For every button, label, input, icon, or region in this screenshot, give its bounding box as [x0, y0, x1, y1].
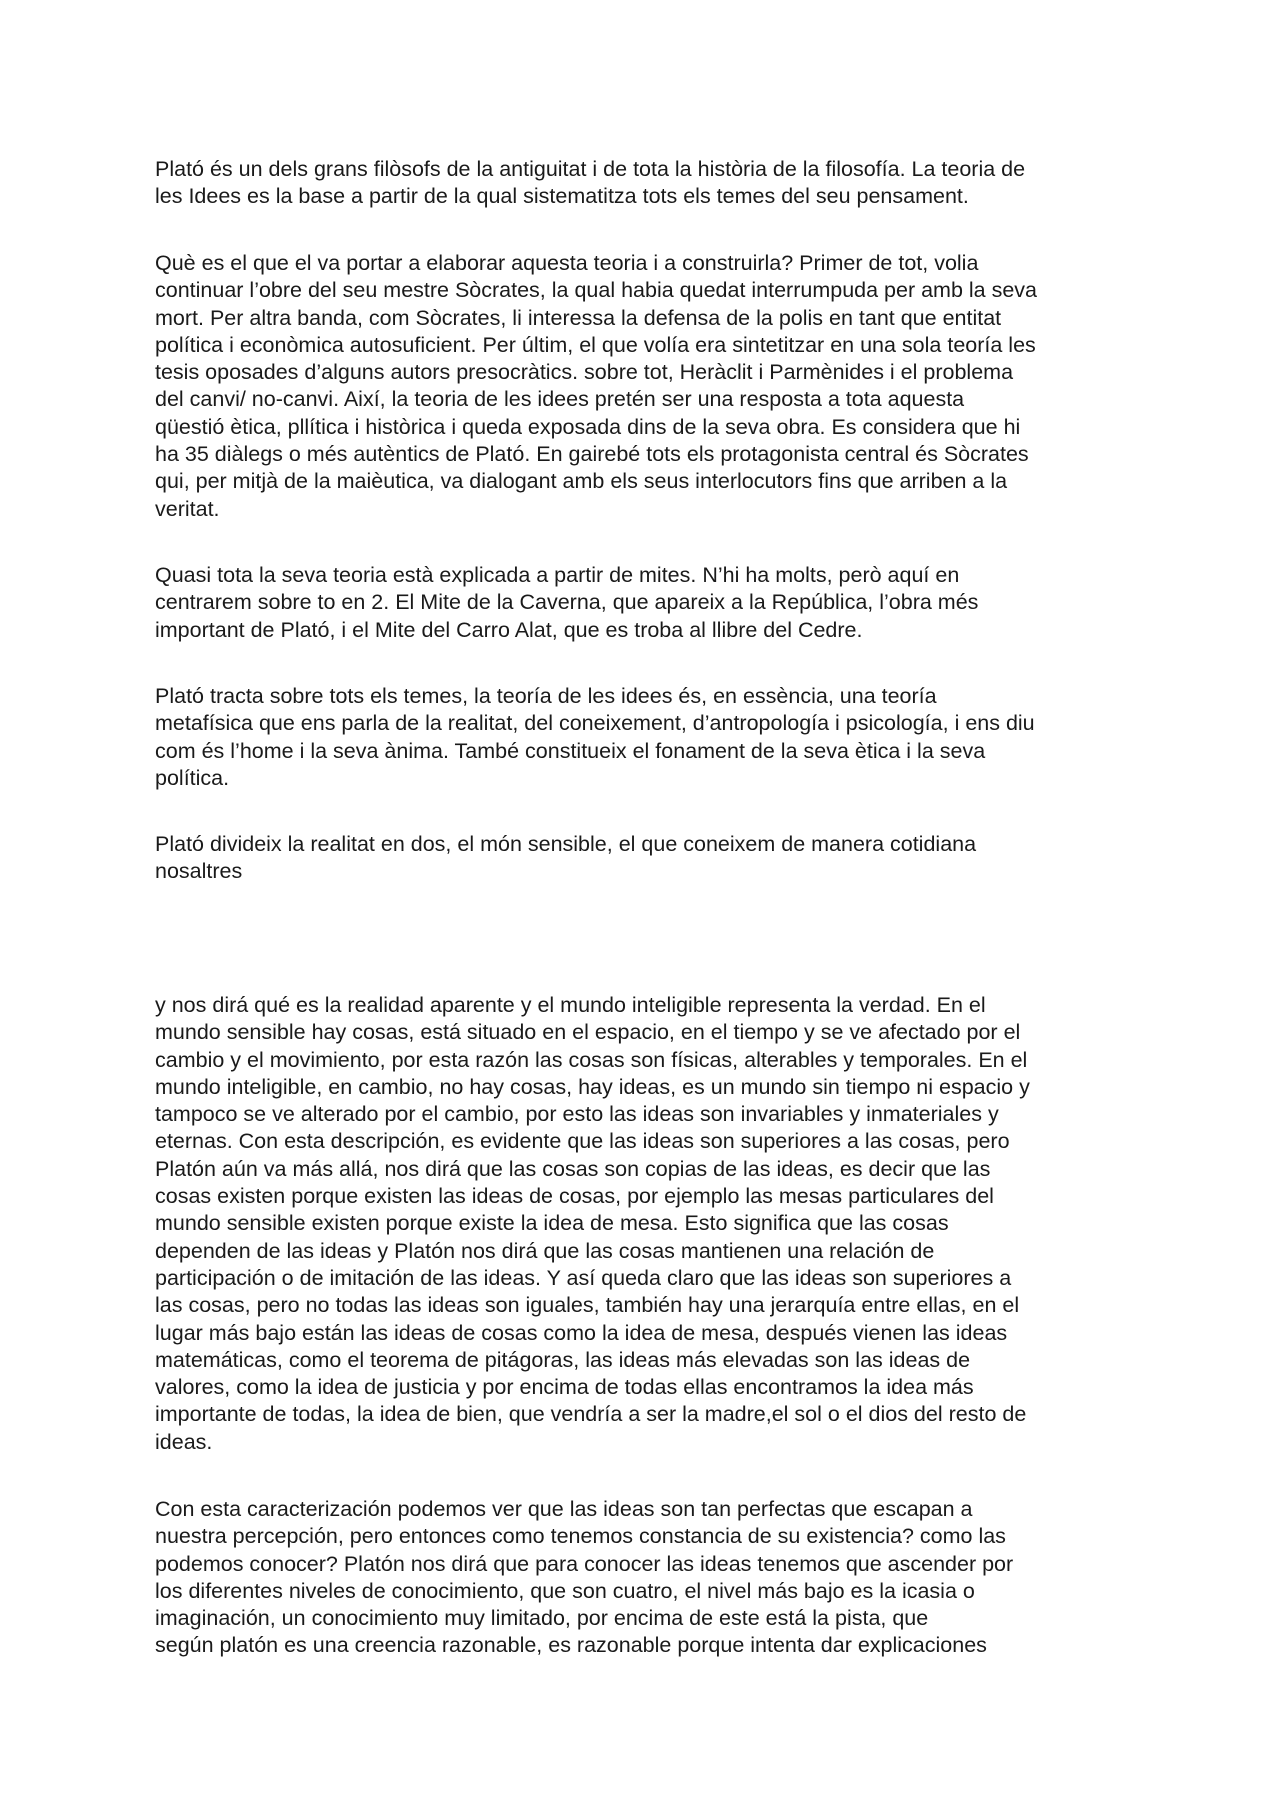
paragraph-two-worlds: Plató divideix la realitat en dos, el món sensible, el que coneixem de manera cotidiana nosaltres — [155, 832, 977, 884]
paragraph-myths: Quasi tota la seva teoria està explicada a partir de mites. N’hi ha molts, però aquí en centrarem sobre to en 2. El Mite de la Caverna, que apareix a la República, l’obra més important de Plató, i el Mite del Carro Alat, que es troba al llibre del Cedre. — [155, 563, 979, 642]
paragraph-motivation: Què es el que el va portar a elaborar aquesta teoria i a construirla? Primer de tot, volia continuar l’obre del seu mestre Sòcrates, la qual habia quedat interrumpuda per amb la seva mort. Per altra banda, com Sòcrates, li interessa la defensa de la polis en tant que entitat política i econòmica autosuficient. Per últim, el que volía era sintetitzar en una sola teoría les tesis oposades d’alguns autors presocràtics. sobre tot, Heràclit i Parmènides i el problema del canvi/ no-canvi. Així, la teoria de les idees pretén ser una resposta a tota aquesta qüestió ètica, pllítica i històrica i queda exposada dins de la seva obra. Es considera que hi ha 35 diàlegs o més autèntics de Plató. En gairebé tots els protagonista central és Sòcrates qui, per mitjà de la maièutica, va dialogant amb els seus interlocutors fins que arriben a la veritat. — [155, 251, 1038, 521]
paragraph-themes: Plató tracta sobre tots els temes, la teoría de les idees és, en essència, una teoría metafísica que ens parla de la realitat, del coneixement, d’antropología i psicología, i ens diu com és l’home i la seva ànima. També constitueix el fonament de la seva ètica i la seva política. — [155, 684, 1035, 790]
paragraph-intro: Plató és un dels grans filòsofs de la antiguitat i de tota la història de la filosofía. La teoria de les Idees es la base a partir de la qual sistematitza tots els temes del seu pensament. — [155, 157, 1026, 209]
paragraph-world-of-ideas: y nos dirá qué es la realidad aparente y el mundo inteligible representa la verdad. En el mundo sensible hay cosas, está situado en el espacio, en el tiempo y se ve afectado por el cambio y el movimiento, por esta razón las cosas son físicas, alterables y temporales. En el mundo inteligible, en cambio, no hay cosas, hay ideas, es un mundo sin tiempo ni espacio y tampoco se ve alterado por el cambio, por esto las ideas son invariables y inmateriales y eternas. Con esta descripción, es evidente que las ideas son superiores a las cosas, pero Platón aún va más allá, nos dirá que las cosas son copias de las ideas, es decir que las cosas existen porque existen las ideas de cosas, por ejemplo las mesas particulares del mundo sensible existen porque existe la idea de mesa. Esto significa que las cosas dependen de las ideas y Platón nos dirá que las cosas mantienen una relación de participación o de imitación de las ideas. Y así queda claro que las ideas son superiores a las cosas, pero no todas las ideas son iguales, también hay una jerarquía entre ellas, en el lugar más bajo están las ideas de cosas como la idea de mesa, después vienen las ideas matemáticas, como el teorema de pitágoras, las ideas más elevadas son las ideas de valores, como la idea de justicia y por encima de todas ellas encontramos la idea más importante de todas, la idea de bien, que vendría a ser la madre,el sol o el dios del resto de ideas. — [155, 993, 1030, 1454]
paragraph-knowledge-levels: Con esta caracterización podemos ver que las ideas son tan perfectas que escapan a nuestra percepción, pero entonces como tenemos constancia de su existencia? como las podemos conocer? Platón nos dirá que para conocer las ideas tenemos que ascender por los diferentes niveles de conocimiento, que son cuatro, el nivel más bajo es la icasia o imaginación, un conocimiento muy limitado, por encima de este está la pista, que según platón es una creencia razonable, es razonable porque intenta dar explicaciones — [155, 1497, 1014, 1658]
